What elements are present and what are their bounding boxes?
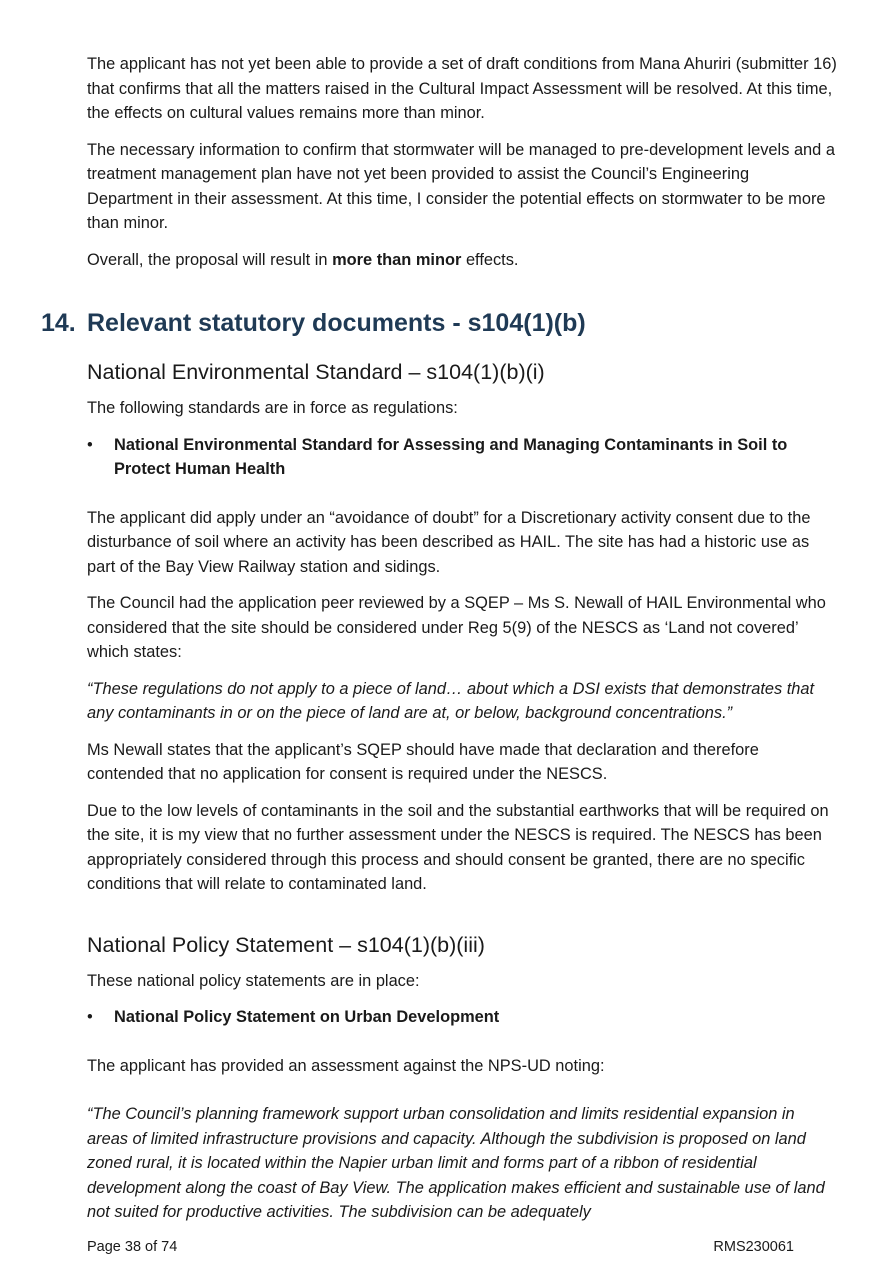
nps-quote: “The Council’s planning framework support urban consolidation and limits residential expansion in areas of limited infrastructure provisions and capacity. Although the subdivision is proposed on land zoned rural, it is located within the Napier urban limit and forms part of a ribbon of residential development along the coast of Bay View. The application makes efficient and sustainable use of land not suited for productive activities. The subdivision can be adequately: [87, 1105, 825, 1221]
paragraph-overall-effects: [87, 248, 837, 273]
nes-paragraph-peer-review: The Council had the application peer reviewed by a SQEP – Ms S. Newall of HAIL Environmental who considered that the site should be considered under Reg 5(9) of the NESCS as ‘Land not covered’ which states:: [87, 594, 826, 661]
overall-text-end: effects.: [461, 250, 519, 269]
paragraph-cultural-effects: The applicant has not yet been able to provide a set of draft conditions from Mana Ahuriri (submitter 16) that confirms that all the matters raised in the Cultural Impact Assessment will be resolved. At this time, the effects on cultural values remains more than minor.: [87, 55, 837, 122]
page-footer: [87, 1238, 794, 1256]
nes-heading: National Environmental Standard – s104(1)(b)(i): [87, 360, 545, 384]
nes-intro: The following standards are in force as regulations:: [87, 399, 458, 417]
nes-paragraph-declaration: Ms Newall states that the applicant’s SQEP should have made that declaration and therefore contended that no application for consent is required under the NESCS.: [87, 740, 759, 783]
bullet-icon: •: [87, 435, 93, 454]
document-reference: RMS230061: [713, 1239, 794, 1255]
nes-paragraph-conclusion: Due to the low levels of contaminants in the soil and the substantial earthworks that will be required on the site, it is my view that no further assessment under the NESCS is required. The NESCS has been appropriately considered through this process and should consent be granted, there are no specific conditions that will relate to contaminated land.: [87, 801, 829, 893]
nes-bullet-text: National Environmental Standard for Assessing and Managing Contaminants in Soil to Protect Human Health: [114, 435, 788, 478]
nps-bullet-text: National Policy Statement on Urban Development: [114, 1008, 500, 1026]
overall-emphasis: more than minor: [332, 250, 462, 269]
nes-quote: “These regulations do not apply to a piece of land… about which a DSI exists that demonstrates that any contaminants in or on the piece of land are at, or below, background concentrations.”: [87, 679, 815, 722]
page-number: Page 38 of 74: [87, 1239, 178, 1255]
overall-text-start: Overall, the proposal will result in: [87, 250, 333, 269]
section-title: Relevant statutory documents - s104(1)(b): [87, 309, 586, 337]
nps-bullet-item: [87, 1005, 837, 1030]
nps-intro: These national policy statements are in place:: [87, 971, 420, 990]
nes-bullet-item: [87, 433, 837, 482]
section-heading: [41, 308, 837, 338]
nps-paragraph-assessment: The applicant has provided an assessment against the NPS-UD noting:: [87, 1056, 605, 1075]
bullet-icon: •: [87, 1008, 93, 1026]
section-number: 14.: [41, 309, 76, 337]
paragraph-stormwater-effects: The necessary information to confirm that stormwater will be managed to pre-development levels and a treatment management plan have not yet been provided to assist the Council’s Engineering Department in their assessment. At this time, I consider the potential effects on stormwater to be more than minor.: [87, 140, 835, 232]
nes-paragraph-application: The applicant did apply under an “avoidance of doubt” for a Discretionary activity consent due to the disturbance of soil where an activity has been described as HAIL. The site has had a historic use as part of the Bay View Railway station and sidings.: [87, 508, 811, 576]
nps-heading: National Policy Statement – s104(1)(b)(iii): [87, 932, 485, 957]
document-body: [41, 52, 837, 1237]
